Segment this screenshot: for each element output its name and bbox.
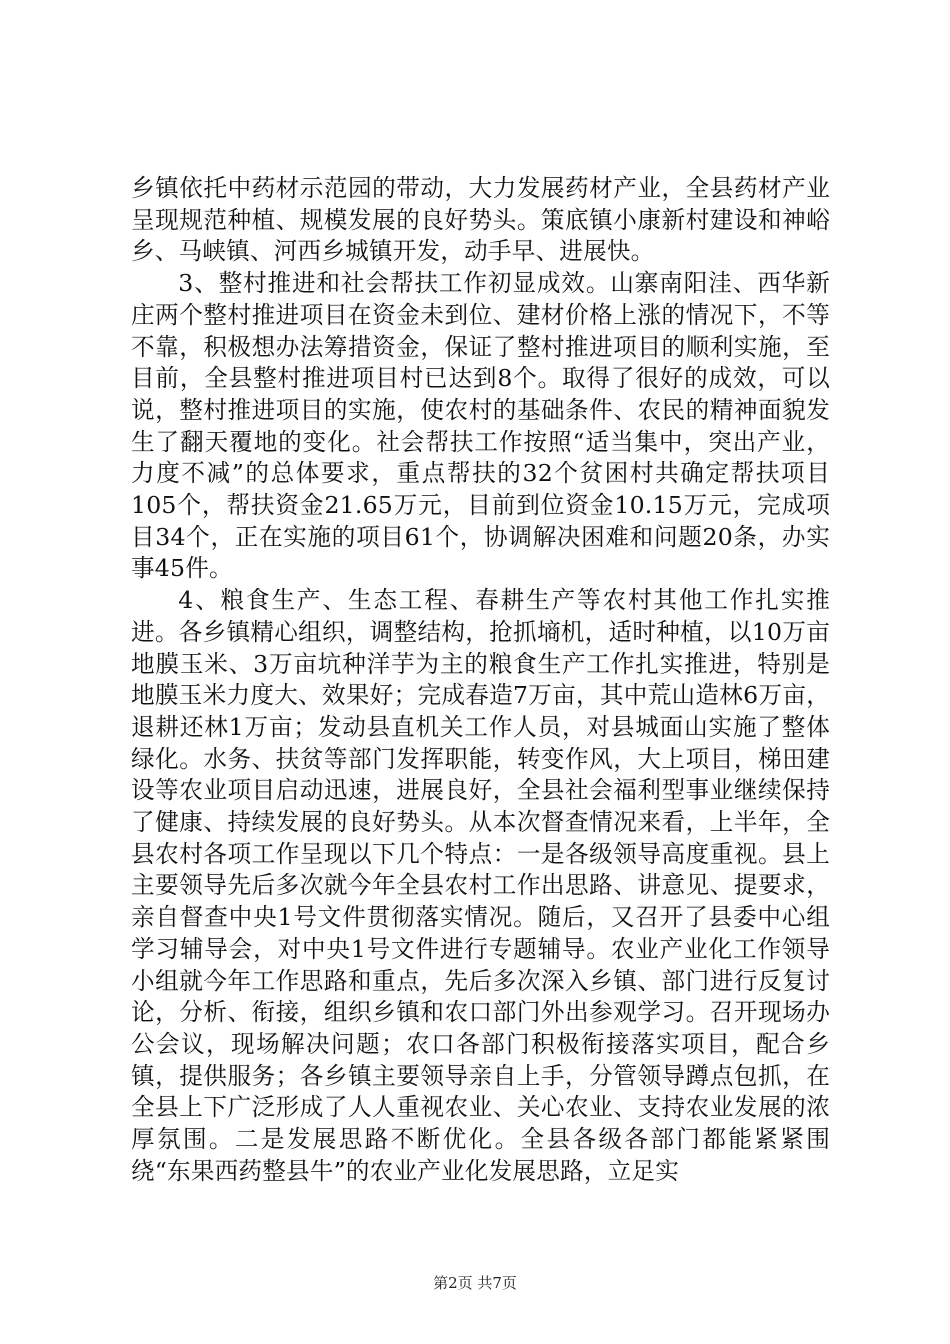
paragraph-continuation: 乡镇依托中药材示范园的带动，大力发展药材产业，全县药材产业呈现规范种植、规模发展的良好势头。策底镇小康新村建设和神峪乡、马峡镇、河西乡城镇开发，动手早、进展快。 <box>131 174 830 266</box>
paragraph-village-support: 3、整村推进和社会帮扶工作初显成效。山寨南阳洼、西华新庄两个整村推进项目在资金未到位、建材价格上涨的情况下，不等不靠，积极想办法筹措资金，保证了整村推进项目的顺利实施，至目前，全县整村推进项目村已达到8个。取得了很好的成效，可以说，整村推进项目的实施，使农村的基础条件、农民的精神面貌发生了翻天覆地的变化。社会帮扶工作按照“适当集中，突出产业，力度不减”的总体要求，重点帮扶的32个贫困村共确定帮扶项目105个，帮扶资金21.65万元，目前到位资金10.15万元，完成项目34个，正在实施的项目61个，协调解决困难和问题20条，办实事45件。 <box>131 269 830 583</box>
paragraph-grain-production: 4、粮食生产、生态工程、春耕生产等农村其他工作扎实推进。各乡镇精心组织，调整结构，抢抓墒机，适时种植，以10万亩地膜玉米、3万亩坑种洋芋为主的粮食生产工作扎实推进，特别是地膜玉米力度大、效果好；完成春造7万亩，其中荒山造林6万亩，退耕还林1万亩；发动县直机关工作人员，对县城面山实施了整体绿化。水务、扶贫等部门发挥职能，转变作风，大上项目，梯田建设等农业项目启动迅速，进展良好，全县社会福利型事业继续保持了健康、持续发展的良好势头。从本次督查情况来看，上半年，全县农村各项工作呈现以下几个特点：一是各级领导高度重视。县上主要领导先后多次就今年全县农村工作出思路、讲意见、提要求，亲自督查中央1号文件贯彻落实情况。随后，又召开了县委中心组学习辅导会，对中央1号文件进行专题辅导。农业产业化工作领导小组就今年工作思路和重点，先后多次深入乡镇、部门进行反复讨论，分析、衔接，组织乡镇和农口部门外出参观学习。召开现场办公会议，现场解决问题；农口各部门积极衔接落实项目，配合乡镇，提供服务；各乡镇主要领导亲自上手，分管领导蹲点包抓，在全县上下广泛形成了人人重视农业、关心农业、支持农业发展的浓厚氛围。二是发展思路不断优化。全县各级各部门都能紧紧围绕“东果西药整县牛”的农业产业化发展思路，立足实 <box>131 586 830 1185</box>
document-body <box>131 173 830 1188</box>
page-number-footer: 第2页 共7页 <box>433 1274 517 1292</box>
